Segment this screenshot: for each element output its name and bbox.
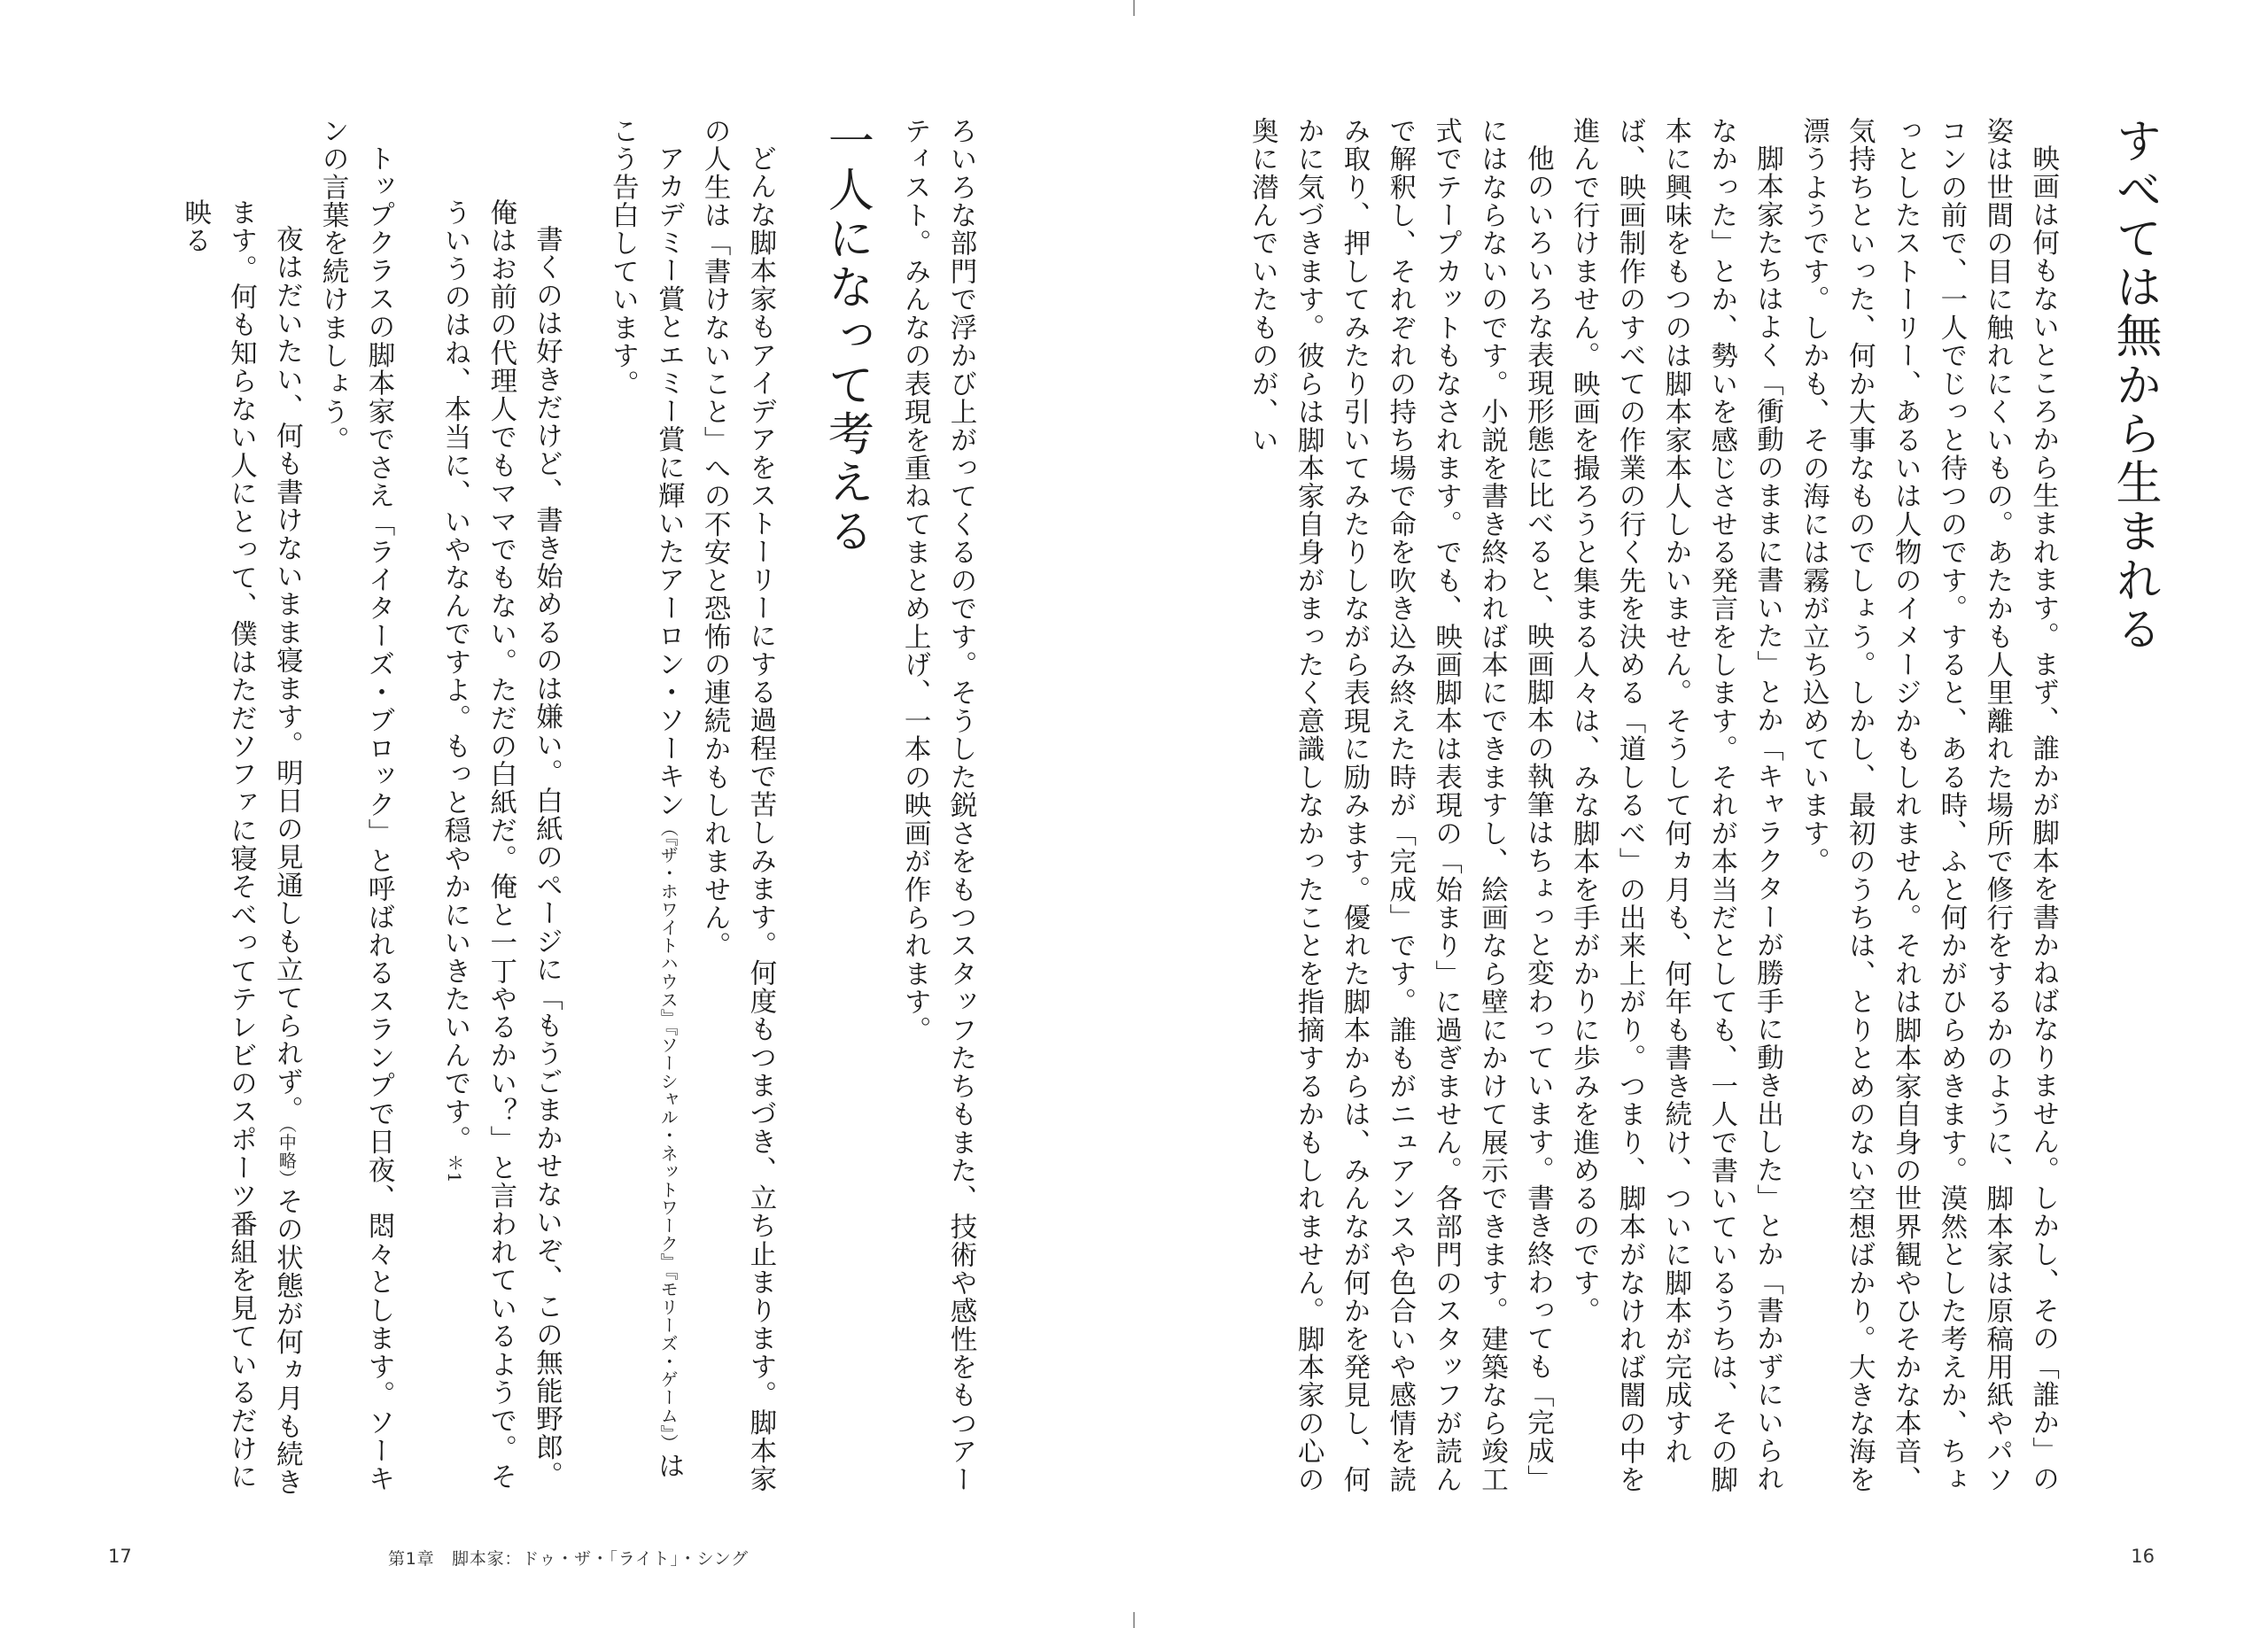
paragraph: 脚本家たちはよく「衝動のままに書いた」とか「キャラクターが勝手に動き出した」とか「書かずにいられなかった」とか、勢いを感じさせる発言をします。それが本当だとしても、一人で書いているうちは、その脚本に興味をもつのは脚本家本人しかいません。そうして何ヵ月も、何年も書き続け、ついに脚本が完成すれば、映画制作のすべての作業の行く先を決める「道しるべ」の出来上がり。つまり、脚本がなければ闇の中を進んで行けません。映画を撮ろうと集まる人々は、みな脚本を手がかりに歩みを進めるのです。 xyxy=(1568,117,1783,1494)
left-page-text xyxy=(89,117,983,1499)
right-page-text xyxy=(1247,117,2162,1499)
right-page xyxy=(1134,0,2268,1628)
quote-text: 夜はだいたい、何も書けないまま寝ます。明日の見通しも立てられず。 xyxy=(271,225,303,1125)
running-head-chapter-title: 第1章 脚本家：ドゥ・ザ・「ライト」・シング xyxy=(388,1549,749,1569)
section-heading-think-alone: 一人になって考える xyxy=(819,117,874,557)
block-quote xyxy=(172,117,310,1499)
quote-text: 書くのは好きだけど、書き始めるのは嫌い。白紙のページに「もうごまかせないぞ、この無能野郎。俺はお前の代理人でもママでもない。ただの白紙だ。俺と一丁やるかい？」と言われているようで。そういうのはね、本当に、いやなんですよ。もっと穏やかにいきたいんです。 xyxy=(439,198,563,1491)
paragraph: トップクラスの脚本家でさえ「ライターズ・ブロック」と呼ばれるスランプで日夜、悶々とします。ソーキンの言葉を続けましょう。 xyxy=(317,117,395,1493)
page-number: 16 xyxy=(2131,1546,2155,1567)
paragraph-text: はこう告白しています。 xyxy=(607,117,685,1480)
paragraph: 映画は何もないところから生まれます。まず、誰かが脚本を書かねばなりません。しかし、その「誰か」の姿は世間の目に触れにくいもの。あたかも人里離れた場所で修行をするかのように、脚本家は原稿用紙やパソコンの前で、一人でじっと待つのです。すると、ある時、ふと何かがひらめきます。漠然とした考えか、ちょっとしたストーリー、あるいは人物のイメージかもしれません。それは脚本家自身の世界観やひそかな本音、気持ちといった、何か大事なものでしょう。しかし、最初のうちは、とりとめのない空想ばかり。大きな海を漂うようです。しかも、その海には霧が立ち込めています。 xyxy=(1798,117,2059,1494)
filmography-note: （『ザ・ホワイトハウス』『ソーシャル・ネットワーク』『モリーズ・ゲーム』） xyxy=(657,818,680,1452)
footnote-marker: ＊1 xyxy=(443,1152,465,1183)
paragraph: どんな脚本家もアイデアをストーリーにする過程で苦しみます。何度もつまづき、立ち止まります。脚本家の人生は「書けないこと」への不安と恐怖の連続かもしれません。 xyxy=(699,117,776,1493)
paragraph-continued: ろいろな部門で浮かび上がってくるのです。そうした鋭さをもつスタッフたちもまた、技術や感性をもつアーティスト。みんなの表現を重ねてまとめ上げ、一本の映画が作られます。 xyxy=(899,117,976,1494)
omission-note: （中略） xyxy=(276,1124,298,1188)
quote-text: その状態が何ヵ月も続きます。何も知らない人にとって、僕はただソファに寝そべってテレビのスポーツ番組を見ているだけに映る xyxy=(179,198,303,1497)
paragraph xyxy=(600,117,692,1499)
section-heading-everything-from-nothing: すべては無から生まれる xyxy=(2108,117,2161,655)
paragraph-text: アカデミー賞とエミー賞に輝いたアーロン・ソーキン xyxy=(653,143,685,818)
block-quote xyxy=(431,117,570,1499)
paragraph: 他のいろいろな表現形態に比べると、映画脚本の執筆はちょっと変わっています。書き終わっても「完成」にはならないのです。小説を書き終われば本にできますし、絵画なら壁にかけて展示できます。建築なら竣工式でテープカットもなされます。でも、映画脚本は表現の「始まり」に過ぎません。各部門のスタッフが読んで解釈し、それぞれの持ち場で命を吹き込み終えた時が「完成」です。誰もがニュアンスや色合いや感情を読み取り、押してみたり引いてみたりしながら表現に励みます。優れた脚本からは、みんなが何かを発見し、何かに気づきます。彼らは脚本家自身がまったく意識しなかったことを指摘するかもしれません。脚本家の心の奥に潜んでいたものが、い xyxy=(1247,117,1554,1494)
page-number: 17 xyxy=(108,1546,132,1567)
